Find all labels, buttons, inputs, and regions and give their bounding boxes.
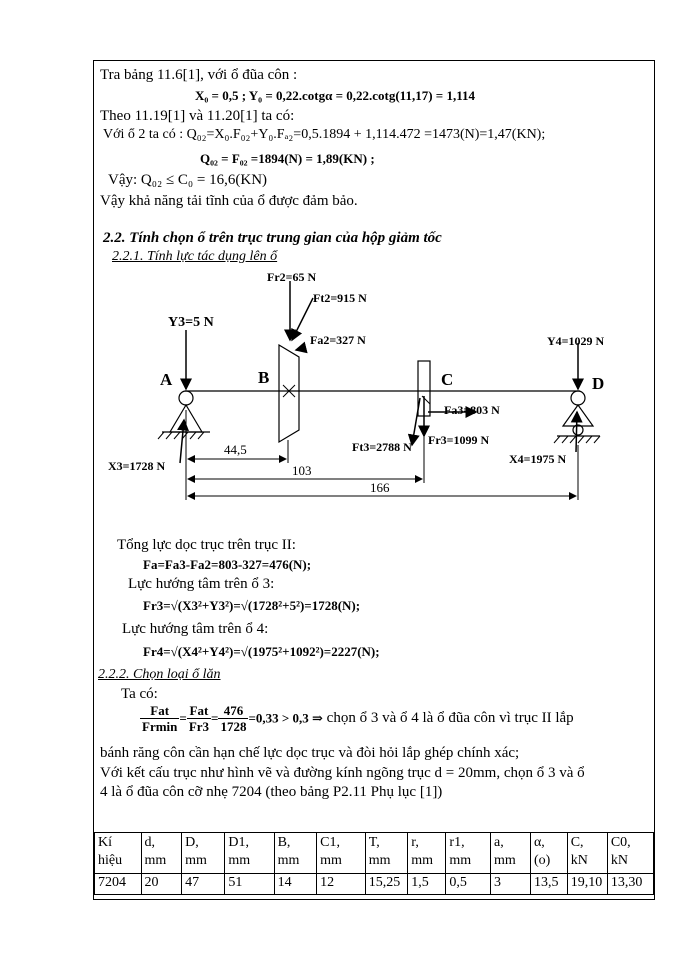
radial-3-title: Lực hướng tâm trên ổ 3: (128, 576, 275, 592)
bearing-spec-table (94, 832, 654, 895)
text-line-6: Vậy: Q₀₂ ≤ C₀ = 16,6(KN) (108, 172, 268, 188)
table-header: a, mm (491, 833, 531, 874)
table-header: d, mm (141, 833, 182, 874)
label-x4: X4=1975 N (509, 452, 567, 466)
ratio-equation: $\frac{\text{Fat}}{Frmin}$ = $\frac{\text{Fat}}{Fr3}$ = $\frac{476}{1728}$ =0,33 > 0,3 ⇒ chọn ổ 3 và ổ 4 là ổ đũa côn vì trục II lắp (142, 703, 574, 734)
table-header: C, kN (567, 833, 607, 874)
table-header: Kí hiệu (95, 833, 142, 874)
subsection-2-2-2-label: 2.2.2. Chọn loại ổ lăn (98, 667, 221, 682)
table-cell: 13,5 (530, 874, 567, 895)
label-a: A (160, 370, 173, 389)
table-header: r1, mm (446, 833, 491, 874)
table-row (95, 874, 654, 895)
label-y4: Y4=1029 N (547, 334, 605, 348)
table-cell: 1,5 (408, 874, 446, 895)
text-line-3: Theo 11.19[1] và 11.20[1] ta có: (100, 108, 295, 124)
table-header: B, mm (274, 833, 317, 874)
bearing-d-icon (571, 391, 585, 405)
table-cell: 20 (141, 874, 182, 895)
equation-q02-b: Q₀₂ = F₀₂ =1894(N) = 1,89(KN) ; (200, 151, 375, 166)
table-cell: 7204 (95, 874, 142, 895)
table-header: D1, mm (225, 833, 274, 874)
table-header: r, mm (408, 833, 446, 874)
selection-text-4: 4 là ổ đũa côn cỡ nhẹ 7204 (theo bảng P2.11 Phụ lục [1]) (100, 784, 443, 800)
dim-44-5: 44,5 (224, 442, 247, 457)
fraction-2: $\frac{\text{Fat}}{Fr3}$ (188, 703, 210, 734)
equation-x0-y0: X₀ = 0,5 ; Y₀ = 0,22.cotgα = 0,22.cotg(11,17) = 1,114 (195, 88, 475, 103)
ft3-arrow (412, 398, 420, 445)
subsection-label: 2.2.1. Tính lực tác dụng lên ổ (112, 249, 278, 264)
label-b: B (258, 368, 270, 387)
section-heading: 2.2. Tính chọn ổ trên trục trung gian của hộp giảm tốc (103, 230, 442, 246)
subsection-2-2-2 (98, 666, 221, 684)
label-fr3: Fr3=1099 N (428, 433, 490, 447)
fa2-arrow (296, 348, 304, 350)
label-fr2: Fr2=65 N (267, 270, 317, 284)
fraction-1: $\frac{\text{Fat}}{Frmin}$ (142, 703, 178, 734)
table-cell: 13,30 (607, 874, 653, 895)
label-x3: X3=1728 N (108, 459, 166, 473)
label-c: C (441, 370, 454, 389)
text-line-1: Tra bảng 11.6[1], với ổ đũa côn : (100, 67, 298, 83)
selection-text-1: chọn ổ 3 và ổ 4 là ổ đũa côn vì trục II lắp (326, 710, 574, 726)
table-header: D, mm (182, 833, 225, 874)
ratio-result: =0,33 > 0,3 ⇒ (248, 710, 323, 726)
label-fa2: Fa2=327 N (310, 333, 366, 347)
dim-103: 103 (292, 463, 312, 478)
label-fa3: Fa3=803 N (444, 403, 500, 417)
table-cell: 14 (274, 874, 317, 895)
table-cell: 19,10 (567, 874, 607, 895)
bevel-gear-b (279, 345, 299, 442)
table-cell: 3 (491, 874, 531, 895)
table-header: T, mm (365, 833, 408, 874)
fraction-3: $\frac{476}{1728}$ (220, 703, 247, 734)
table-cell: 0,5 (446, 874, 491, 895)
axial-force-title: Tổng lực dọc trục trên trục II: (117, 537, 296, 553)
ta-co: Ta có: (121, 686, 158, 702)
dim-166: 166 (370, 480, 390, 495)
x4-arrow (576, 412, 577, 452)
bearing-a-icon (179, 391, 193, 405)
axial-force-equation: Fa=Fa3-Fa2=803-327=476(N); (143, 557, 312, 572)
label-y3: Y3=5 N (168, 315, 214, 330)
equation-q02: Với ổ 2 ta có : Q₀₂=X₀.F₀₂+Y₀.Fₐ₂=0,5.1894 + 1,114.472 =1473(N)=1,47(KN); (103, 127, 546, 142)
label-ft3: Ft3=2788 N (352, 440, 412, 454)
text-line-7: Vậy khả năng tải tĩnh của ổ được đảm bảo. (100, 193, 358, 209)
table-header: C0, kN (607, 833, 653, 874)
radial-3-equation: Fr3=√(X3²+Y3²)=√(1728²+5²)=1728(N); (143, 598, 361, 613)
label-d: D (592, 374, 605, 393)
label-ft2: Ft2=915 N (313, 291, 367, 305)
selection-text-3: Với kết cấu trục như hình vẽ và đường kính ngõng trục d = 20mm, chọn ổ 3 và ổ (100, 765, 585, 781)
table-cell: 47 (182, 874, 225, 895)
selection-text-2: bánh răng côn cần hạn chế lực dọc trục và đòi hỏi lắp ghép chính xác; (100, 745, 520, 761)
table-header-row (95, 833, 654, 874)
support-d-icon (563, 405, 593, 426)
radial-4-equation: Fr4=√(X4²+Y4²)=√(1975²+1092²)=2227(N); (143, 644, 380, 659)
x3-arrow (180, 420, 184, 463)
table-header: α, (o) (530, 833, 567, 874)
table-cell: 12 (317, 874, 366, 895)
table-cell: 51 (225, 874, 274, 895)
table-header: C1, mm (317, 833, 366, 874)
table-cell: 15,25 (365, 874, 408, 895)
radial-4-title: Lực hướng tâm trên ổ 4: (122, 621, 269, 637)
